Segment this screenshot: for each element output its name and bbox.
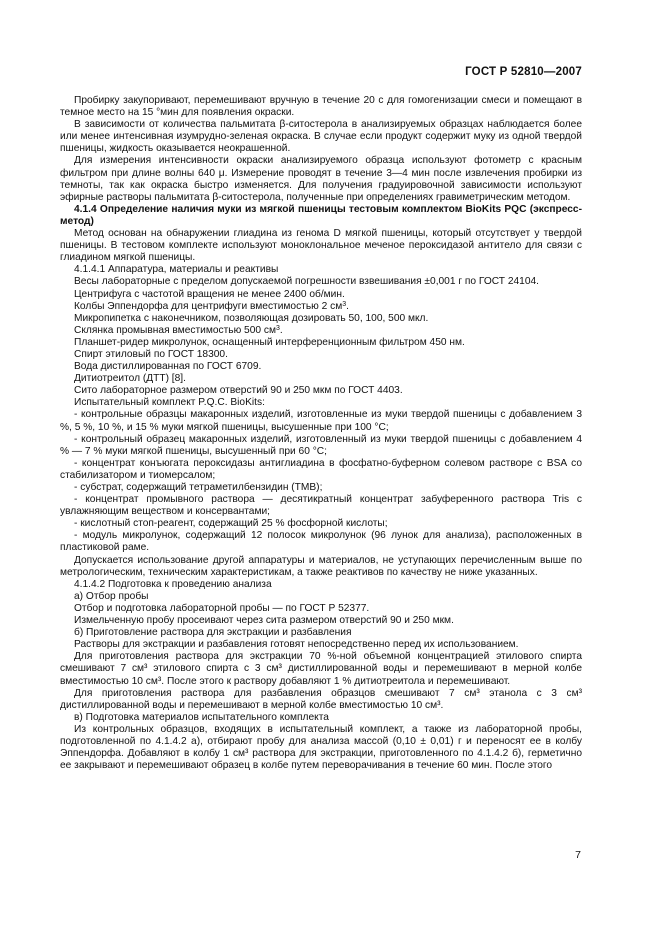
paragraph: Планшет-ридер микролунок, оснащенный интерференционным фильтром 450 нм. bbox=[74, 336, 465, 348]
paragraph: - концентрат конъюгата пероксидазы антиглиадина в фосфатно-буферном солевом растворе с BSA со стабилизатором и тиомерсалом; bbox=[60, 457, 582, 481]
paragraph: Отбор и подготовка лабораторной пробы — по ГОСТ Р 52377. bbox=[74, 602, 370, 614]
section-heading: 4.1.4 Определение наличия муки из мягкой пшеницы тестовым комплектом BioKits PQC (экспресс-метод) bbox=[60, 203, 582, 227]
page-header: ГОСТ Р 52810—2007 bbox=[465, 66, 582, 78]
paragraph: 4.1.4.2 Подготовка к проведению анализа bbox=[74, 578, 272, 590]
paragraph: Растворы для экстракции и разбавления готовят непосредственно перед их использованием. bbox=[74, 639, 519, 651]
paragraph: - модуль микролунок, содержащий 12 полосок микролунок (96 лунок для анализа), расположенных в пластиковой раме. bbox=[60, 530, 582, 554]
paragraph: В зависимости от количества пальмитата β-ситостерола в анализируемых образцах наблюдается более или менее интенсивная изумрудно-зеленая окраска. В случае если продукт содержит муку из одной твердой пшеницы, жидкость оказывается неокрашенной. bbox=[60, 119, 582, 155]
paragraph: Из контрольных образцов, входящих в испытательный комплект, а также из лабораторной пробы, подготовленной по 4.1.4.2 а), отбирают пробу для анализа массой (0,10 ± 0,01) г и переносят ее в колбу Эппендорфа. Добавляют в колбу 1 см³ раствора для экстракции, приготовленного по 4.1.4.2 б), герметично ее закрывают и перемешивают образец в колбе путем переворачивания в течение 60 мин. После этого bbox=[60, 723, 582, 772]
paragraph: - концентрат промывного раствора — десятикратный концентрат забуференного раствора Tris с увлажняющим веществом и консервантами; bbox=[60, 494, 582, 518]
paragraph: - субстрат, содержащий тетраметилбензидин (TMB); bbox=[74, 482, 323, 493]
paragraph: Вода дистиллированная по ГОСТ 6709. bbox=[74, 361, 262, 373]
paragraph: Метод основан на обнаружении глиадина из генома D мягкой пшеницы, который отсутствует у твердой пшеницы. В тестовом комплекте используют моноклональное меченое пероксидазой антитело для связи с глиадином мягкой пшеницы. bbox=[60, 228, 582, 264]
paragraph: 4.1.4.1 Аппаратура, материалы и реактивы bbox=[74, 264, 279, 276]
paragraph: Измельченную пробу просеивают через сита размером отверстий 90 и 250 мкм. bbox=[74, 615, 454, 627]
paragraph: Микропипетка с наконечником, позволяющая дозировать 50, 100, 500 мкл. bbox=[74, 312, 429, 324]
paragraph: б) Приготовление раствора для экстракции и разбавления bbox=[74, 627, 352, 639]
paragraph: Весы лабораторные с пределом допускаемой погрешности взвешивания ±0,001 г по ГОСТ 24104. bbox=[74, 276, 540, 288]
document-body bbox=[60, 95, 582, 772]
paragraph: в) Подготовка материалов испытательного комплекта bbox=[74, 711, 329, 723]
paragraph: Для измерения интенсивности окраски анализируемого образца используют фотометр с красным фильтром при длине волны 640 μ. Измерение проводят в течение 3—4 мин после извлечения пробирки из темноты, так как окраска быстро изменяется. Для получения градуировочной зависимости используют эфирные растворы пальмитата β-ситостерола, полученные при определениях гравиметрическим методом. bbox=[60, 155, 582, 203]
paragraph: Склянка промывная вместимостью 500 $см^3$. bbox=[74, 324, 283, 336]
paragraph: Колбы Эппендорфа для центрифуги вместимостью 2 $см^3$. bbox=[74, 300, 349, 312]
paragraph: Дитиотреитол (ДТТ) [8]. bbox=[74, 373, 186, 385]
paragraph: Пробирку закупоривают, перемешивают вручную в течение 20 с для гомогенизации смеси и помещают в темное место на 15 °мин для появления окраски. bbox=[60, 95, 582, 119]
paragraph: - контрольный образец макаронных изделий, изготовленный из муки твердой пшеницы с добавлением 4 % — 7 % муки мягкой пшеницы, высушенный при 60 °C; bbox=[60, 433, 582, 457]
paragraph: - контрольные образцы макаронных изделий, изготовленные из муки твердой пшеницы с добавлением 3 %, 5 %, 10 %, и 15 % муки мягкой пшеницы, высушенные при 100 °C; bbox=[60, 409, 582, 433]
page-number: 7 bbox=[575, 849, 581, 861]
paragraph: Для приготовления раствора для разбавления образцов смешивают 7 см³ этанола с 3 см³ дистиллированной воды и перемешивают в мерной колбе вместимостью 10 см³. bbox=[60, 687, 582, 711]
paragraph: Допускается использование другой аппаратуры и материалов, не уступающих перечисленным выше по метрологическим, техническим характеристикам, а также реактивов по качеству не ниже указанных. bbox=[60, 554, 582, 578]
paragraph: Испытательный комплект P.Q.C. BioKits: bbox=[74, 397, 265, 409]
paragraph: Спирт этиловый по ГОСТ 18300. bbox=[74, 348, 228, 360]
paragraph: Сито лабораторное размером отверстий 90 и 250 мкм по ГОСТ 4403. bbox=[74, 385, 403, 397]
paragraph: Для приготовления раствора для экстракции 70 %-ной объемной концентрацией этилового спирта смешивают 7 см³ этилового спирта с 3 см³ дистиллированной воды и перемешивают в мерной колбе вместимостью 10 см³. После этого к раствору добавляют 1 % дитиотреитола и перемешивают. bbox=[60, 651, 582, 687]
paragraph: - кислотный стоп-реагент, содержащий 25 % фосфорной кислоты; bbox=[74, 518, 388, 530]
paragraph: а) Отбор пробы bbox=[74, 590, 149, 602]
paragraph: Центрифуга с частотой вращения не менее 2400 об/мин. bbox=[74, 288, 345, 300]
